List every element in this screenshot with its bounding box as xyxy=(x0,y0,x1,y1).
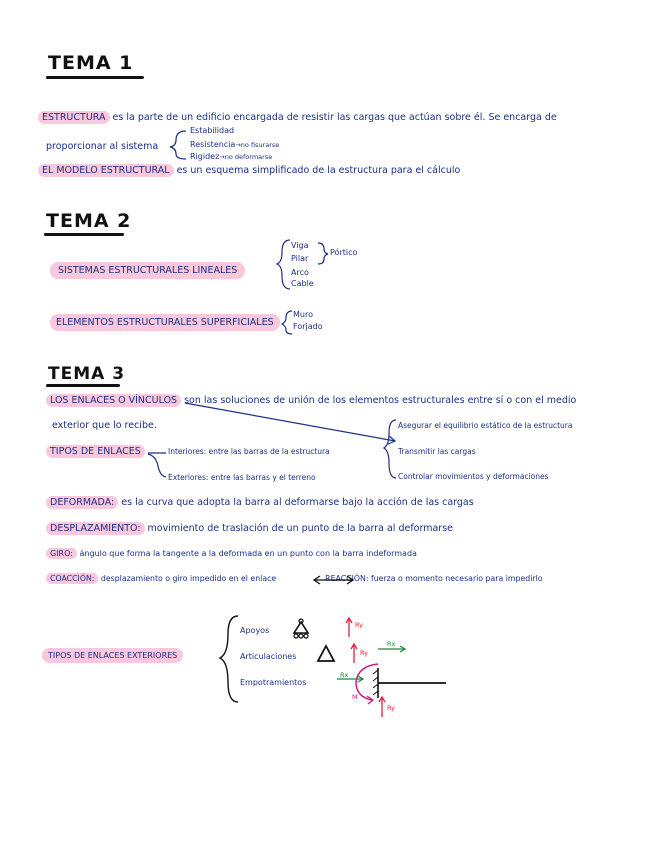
tipos-enlaces-term: TIPOS DE ENLACES xyxy=(46,445,145,458)
tema1-brace xyxy=(170,131,186,159)
proporcionar-text: proporcionar al sistema xyxy=(46,141,159,152)
lineales-item-arco: Arco xyxy=(291,268,309,277)
reaccion-def: fuerza o momento necesario para impedirlo xyxy=(370,574,543,583)
lineales-brace xyxy=(277,240,290,289)
lineales-term: SISTEMAS ESTRUCTURALES LINEALES xyxy=(50,262,245,279)
exteriores-text: Exteriores: entre las barras y el terreno xyxy=(168,473,316,482)
superficiales-item-forjado: Forjado xyxy=(293,322,323,331)
tipos-ext-term: TIPOS DE ENLACES EXTERIORES xyxy=(42,648,183,663)
ry-arrow-2 xyxy=(351,644,357,663)
funcion-2: Transmitir las cargas xyxy=(398,447,476,456)
interiores-text: Interiores: entre las barras de la estructura xyxy=(168,447,330,456)
resistencia-note: →no fisurarse xyxy=(235,141,280,149)
empotramiento-icon xyxy=(373,668,446,698)
estructura-term: ESTRUCTURA xyxy=(38,111,110,124)
desplazamiento-term: DESPLAZAMIENTO: xyxy=(46,522,145,535)
ry-label-1: Ry xyxy=(355,621,364,629)
lineales-item-pilar: Pilar xyxy=(291,254,309,263)
deformada-def: es la curva que adopta la barra al deformarse bajo la acción de las cargas xyxy=(121,497,474,508)
modelo-def: es un esquema simplificado de la estructura para el cálculo xyxy=(176,165,461,176)
moment-arc xyxy=(356,664,378,700)
funcion-1: Asegurar el equilibrio estático de la estructura xyxy=(398,421,573,430)
rx-label-1: Rx xyxy=(387,640,396,648)
ry-arrow-1 xyxy=(346,618,352,637)
ext-articulaciones: Articulaciones xyxy=(240,652,297,661)
rx-label-2: Rx xyxy=(340,671,349,679)
ry-label-3: Ry xyxy=(387,704,396,712)
superficiales-term: ELEMENTOS ESTRUCTURALES SUPERFICIALES xyxy=(50,314,280,331)
funcion-3: Controlar movimientos y deformaciones xyxy=(398,472,549,481)
ry-label-2: Ry xyxy=(360,649,369,657)
reaccion-term: REACCIÓN: xyxy=(325,574,369,583)
ext-empotramientos: Empotramientos xyxy=(240,678,307,687)
modelo-term: EL MODELO ESTRUCTURAL xyxy=(38,164,174,177)
rx-arrow-1 xyxy=(378,646,405,652)
rx-arrow-2 xyxy=(337,676,363,682)
apoyo-icon xyxy=(294,619,308,638)
lineales-item-cable: Cable xyxy=(291,279,314,288)
coaccion-def: desplazamiento o giro impedido en el enlace xyxy=(100,574,277,583)
portico-brace xyxy=(318,243,328,264)
deformada-term: DEFORMADA: xyxy=(46,496,118,509)
enlaces-def1: son las soluciones de unión de los elementos estructurales entre sí o con el medio xyxy=(184,395,577,406)
desplazamiento-def: movimiento de traslación de un punto de la barra al deformarse xyxy=(147,523,453,534)
ry-arrow-3 xyxy=(379,697,385,717)
articulacion-icon xyxy=(318,646,334,661)
lineales-item-viga: Viga xyxy=(291,241,309,250)
enlaces-def2: exterior que lo recibe. xyxy=(52,420,157,431)
enlaces-term: LOS ENLACES O VÍNCULOS xyxy=(46,394,181,407)
funciones-brace xyxy=(384,420,396,478)
tema2-title: TEMA 2 xyxy=(46,210,132,232)
giro-def: ángulo que forma la tangente a la deformada en un punto con la barra indeformada xyxy=(79,549,417,558)
prop-rigidez-label: Rigidez xyxy=(190,152,220,161)
tipos-ext-brace xyxy=(220,616,238,702)
superficiales-brace xyxy=(282,311,292,334)
giro-term: GIRO: xyxy=(46,548,77,559)
enlaces-arrow xyxy=(185,403,395,441)
superficiales-item-muro: Muro xyxy=(293,310,313,319)
prop-resistencia-label: Resistencia xyxy=(190,140,236,149)
estructura-def: es la parte de un edificio encargada de resistir las cargas que actúan sobre él. Se encarga de xyxy=(112,112,557,123)
ext-apoyos: Apoyos xyxy=(240,626,270,635)
m-label: M xyxy=(352,693,358,701)
tema3-title: TEMA 3 xyxy=(48,364,126,384)
prop-estabilidad: Estabilidad xyxy=(190,126,235,135)
coaccion-term: COACCIÓN: xyxy=(46,573,98,584)
tema1-title: TEMA 1 xyxy=(48,52,134,74)
exteriores-branch xyxy=(148,454,166,477)
rigidez-note: →no deformarse xyxy=(219,153,273,161)
portico-label: Pórtico xyxy=(330,248,358,257)
